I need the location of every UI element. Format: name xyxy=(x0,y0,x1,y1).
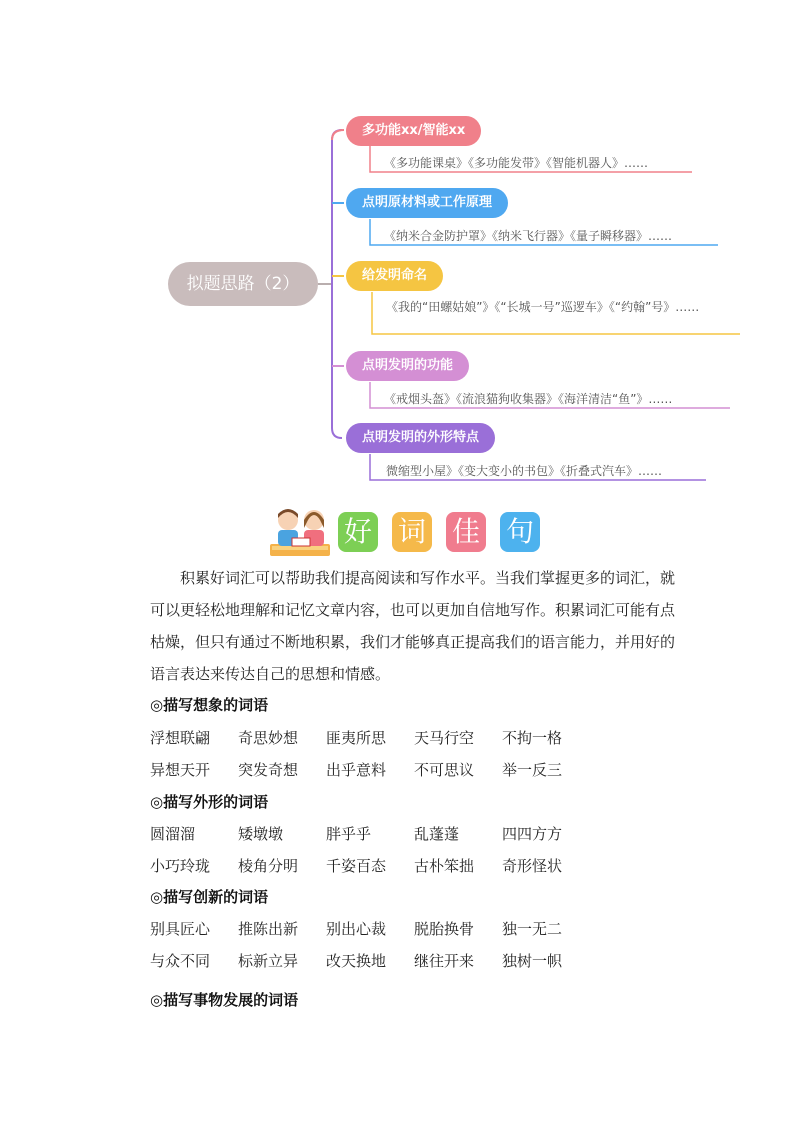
word-item: 圆溜溜 xyxy=(150,825,196,843)
word-item: 小巧玲珑 xyxy=(150,857,211,875)
intro-paragraph: 积累好词汇可以帮助我们提高阅读和写作水平。当我们掌握更多的词汇，就可以更轻松地理解和记忆文章内容，也可以更加自信地写作。积累词汇可能有点枯燥，但只有通过不断地积累，我们才能够真正提高我们的语言能力，并用好的语言表达来传达自己的思想和情感。 xyxy=(150,569,676,683)
word-item: 标新立异 xyxy=(238,952,299,970)
word-item: 奇形怪状 xyxy=(502,857,563,875)
banner-char-ju: 句 xyxy=(500,512,540,552)
word-item: 胖乎乎 xyxy=(326,825,372,843)
branch-naming-examples: 《我的“田螺姑娘”》《“长城一号”巡逻车》《“约翰”号》…… xyxy=(386,300,700,314)
word-row xyxy=(150,727,590,748)
branch-function-examples: 《戒烟头盔》《流浪猫狗收集器》《海洋清洁“鱼”》…… xyxy=(384,392,673,406)
word-item: 四四方方 xyxy=(502,825,563,843)
banner-char-hao: 好 xyxy=(338,512,378,552)
students-reading-illustration xyxy=(268,506,332,558)
section-title-appearance: ◎描写外形的词语 xyxy=(150,793,269,811)
section-title-innovation: ◎描写创新的词语 xyxy=(150,888,269,906)
word-item: 不拘一格 xyxy=(502,729,563,747)
branch-function: 点明发明的功能 xyxy=(346,351,469,381)
word-item: 出乎意料 xyxy=(326,761,387,779)
word-item: 古朴笨拙 xyxy=(414,857,475,875)
word-item: 举一反三 xyxy=(502,761,563,779)
word-item: 天马行空 xyxy=(414,729,475,747)
mindmap-root: 拟题思路（2） xyxy=(168,262,318,306)
word-row xyxy=(150,950,590,971)
branch-material-principle: 点明原材料或工作原理 xyxy=(346,188,508,218)
word-item: 矮墩墩 xyxy=(238,825,284,843)
banner-char-ci: 词 xyxy=(392,512,432,552)
word-item: 继往开来 xyxy=(414,952,475,970)
word-item: 乱蓬蓬 xyxy=(414,825,460,843)
word-item: 别具匠心 xyxy=(150,920,211,938)
word-row xyxy=(150,823,590,844)
word-item: 推陈出新 xyxy=(238,920,299,938)
section-title-development: ◎描写事物发展的词语 xyxy=(150,991,299,1009)
word-item: 匪夷所思 xyxy=(326,729,387,747)
word-item: 别出心裁 xyxy=(326,920,387,938)
word-item: 改天换地 xyxy=(326,952,387,970)
branch-naming: 给发明命名 xyxy=(346,261,443,291)
word-item: 浮想联翩 xyxy=(150,729,211,747)
branch-shape: 点明发明的外形特点 xyxy=(346,423,495,453)
word-item: 脱胎换骨 xyxy=(414,920,475,938)
branch-multifunction-examples: 《多功能课桌》《多功能发带》《智能机器人》…… xyxy=(384,156,649,170)
word-item: 异想天开 xyxy=(150,761,211,779)
branch-shape-examples: 微缩型小屋》《变大变小的书包》《折叠式汽车》…… xyxy=(386,464,663,478)
word-row xyxy=(150,855,590,876)
banner-char-jia: 佳 xyxy=(446,512,486,552)
word-item: 奇思妙想 xyxy=(238,729,299,747)
word-row xyxy=(150,759,590,780)
word-item: 突发奇想 xyxy=(238,761,299,779)
word-item: 与众不同 xyxy=(150,952,211,970)
word-row xyxy=(150,918,590,939)
word-item: 千姿百态 xyxy=(326,857,387,875)
word-item: 独一无二 xyxy=(502,920,563,938)
branch-material-principle-examples: 《纳米合金防护罩》《纳米飞行器》《量子瞬移器》…… xyxy=(384,229,673,243)
section-title-imagination: ◎描写想象的词语 xyxy=(150,696,269,714)
word-item: 独树一帜 xyxy=(502,952,563,970)
word-item: 不可思议 xyxy=(414,761,475,779)
word-item: 棱角分明 xyxy=(238,857,299,875)
branch-multifunction: 多功能xx/智能xx xyxy=(346,116,481,146)
